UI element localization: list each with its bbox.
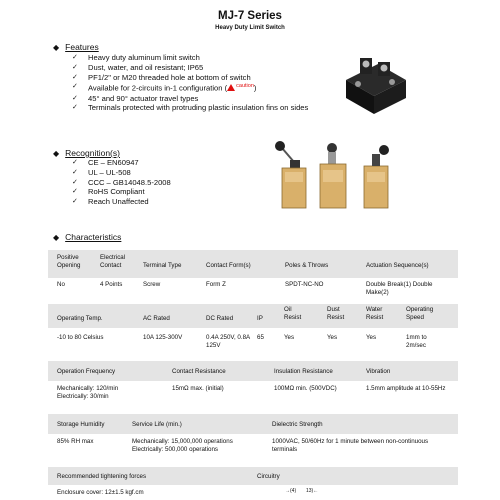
list-item: ✓ Available for 2-circuits in-1 configuration ( caution ) — [72, 83, 257, 93]
table-cell: 4 Points — [100, 281, 123, 288]
page-subtitle: Heavy Duty Limit Switch — [215, 25, 285, 31]
table-cell: Form Z — [206, 281, 226, 288]
list-item: ✓ UL – UL-508 — [72, 167, 131, 177]
table-cell: 10A 125-300V — [143, 334, 183, 341]
table-header-cell: DC Rated — [206, 315, 234, 322]
table-cell: Enclosure cover: 12±1.5 kgf.cm — [57, 489, 144, 496]
check-icon: ✓ — [72, 83, 78, 91]
table-cell: Screw — [143, 281, 161, 288]
table-header-cell: Circuitry — [257, 473, 280, 480]
recognitions-heading: ◆ Recognition(s) — [53, 148, 120, 158]
table-cell: Yes — [284, 334, 295, 341]
table-cell: Yes — [327, 334, 338, 341]
terminal-block-image — [338, 50, 410, 118]
table-header-cell: Operating Temp. — [57, 315, 103, 322]
list-item: ✓ Terminals protected with protruding plastic insulation fins on sides — [72, 103, 309, 113]
diamond-bullet-icon: ◆ — [53, 232, 60, 242]
table-cell: 15mΩ max. (initial) — [172, 385, 224, 392]
table-cell: Yes — [366, 334, 377, 341]
list-item: ✓ CE – EN60947 — [72, 158, 139, 167]
table-cell: 1000VAC, 50/60Hz for 1 minute between non-continuous terminals — [272, 438, 429, 453]
diamond-bullet-icon: ◆ — [53, 42, 60, 52]
table-header-cell: Recommended tightening forces — [57, 473, 147, 480]
list-item: ✓ Reach Unaffected — [72, 197, 149, 207]
table-cell: -10 to 80 Celsius — [57, 334, 104, 341]
table-header-cell: Dielectric Strength — [272, 421, 323, 428]
table-header-cell: Positive Opening — [57, 254, 81, 269]
table4-header-band — [48, 414, 458, 434]
check-icon: ✓ — [72, 104, 78, 112]
check-icon: ✓ — [72, 54, 78, 61]
table-cell: 0.4A 250V, 0.8A 125V — [206, 334, 250, 349]
characteristics-heading: ◆ Characteristics — [53, 232, 122, 242]
table-header-cell: Operation Frequency — [57, 368, 116, 375]
table2-header-band — [48, 304, 458, 328]
table-header-cell: Terminal Type — [143, 262, 182, 269]
table-cell: 85% RH max — [57, 438, 94, 445]
table-header-cell: Oil Resist — [284, 306, 302, 321]
table-header-cell: Poles & Throws — [285, 262, 329, 269]
table-header-cell: AC Rated — [143, 315, 170, 322]
limit-switch-products-image — [268, 140, 398, 212]
list-item: ✓ 45° and 90° actuator travel types — [72, 93, 199, 103]
caution-label: caution — [227, 82, 254, 92]
table-cell: 1mm to 2m/sec — [406, 334, 427, 349]
table-header-cell: Vibration — [366, 368, 391, 375]
table-cell: No — [57, 281, 65, 288]
circuit-label: →(4) — [285, 488, 297, 494]
table-header-cell: Dust Resist — [327, 306, 345, 321]
recognitions-list — [72, 158, 232, 207]
check-icon: ✓ — [72, 73, 78, 81]
diamond-bullet-icon: ◆ — [53, 148, 60, 158]
check-icon: ✓ — [72, 178, 78, 186]
page-title: MJ-7 Series — [218, 10, 282, 22]
check-icon: ✓ — [72, 198, 78, 206]
table-cell: Mechanically: 120/min Electrically: 30/min — [57, 385, 119, 400]
check-icon: ✓ — [72, 168, 78, 176]
circuit-label: 13)← — [306, 488, 319, 494]
table-header-cell: Storage Humidity — [57, 421, 105, 428]
check-icon: ✓ — [72, 94, 78, 102]
features-heading: ◆ Features — [53, 42, 99, 52]
table-header-cell: Service Life (min.) — [132, 421, 182, 428]
table-header-cell: Water Resist — [366, 306, 384, 321]
table-header-cell: Actuation Sequence(s) — [366, 262, 429, 269]
table-header-cell: Contact Form(s) — [206, 262, 251, 269]
list-item: ✓ RoHS Compliant — [72, 187, 145, 197]
warning-triangle-icon — [227, 84, 235, 91]
list-item: ✓ CCC – GB14048.5-2008 — [72, 177, 171, 187]
table-header-cell: IP — [257, 315, 263, 322]
table-cell: SPDT-NC-NO — [285, 281, 324, 288]
table-cell: 1.5mm amplitude at 10-55Hz — [366, 385, 446, 392]
check-icon: ✓ — [72, 159, 78, 166]
table-cell: Double Break(1) Double Make(2) — [366, 281, 433, 296]
check-icon: ✓ — [72, 188, 78, 196]
list-item: ✓ Heavy duty aluminum limit switch — [72, 53, 200, 62]
table-header-cell: Contact Resistance — [172, 368, 226, 375]
table-header-cell: Operating Speed — [406, 306, 434, 321]
table-cell: Mechanically: 15,000,000 operations Electrically: 500,000 operations — [132, 438, 233, 453]
table-cell: 100MΩ min. (500VDC) — [274, 385, 337, 392]
table-header-cell: Electrical Contact — [100, 254, 126, 269]
table-cell: 65 — [257, 334, 264, 341]
features-list — [72, 53, 312, 113]
list-item: ✓ PF1/2" or M20 threaded hole at bottom of switch — [72, 72, 251, 82]
list-item: ✓ Dust, water, and oil resistant; IP65 — [72, 62, 204, 72]
check-icon: ✓ — [72, 63, 78, 71]
table-header-cell: Insulation Resistance — [274, 368, 333, 375]
